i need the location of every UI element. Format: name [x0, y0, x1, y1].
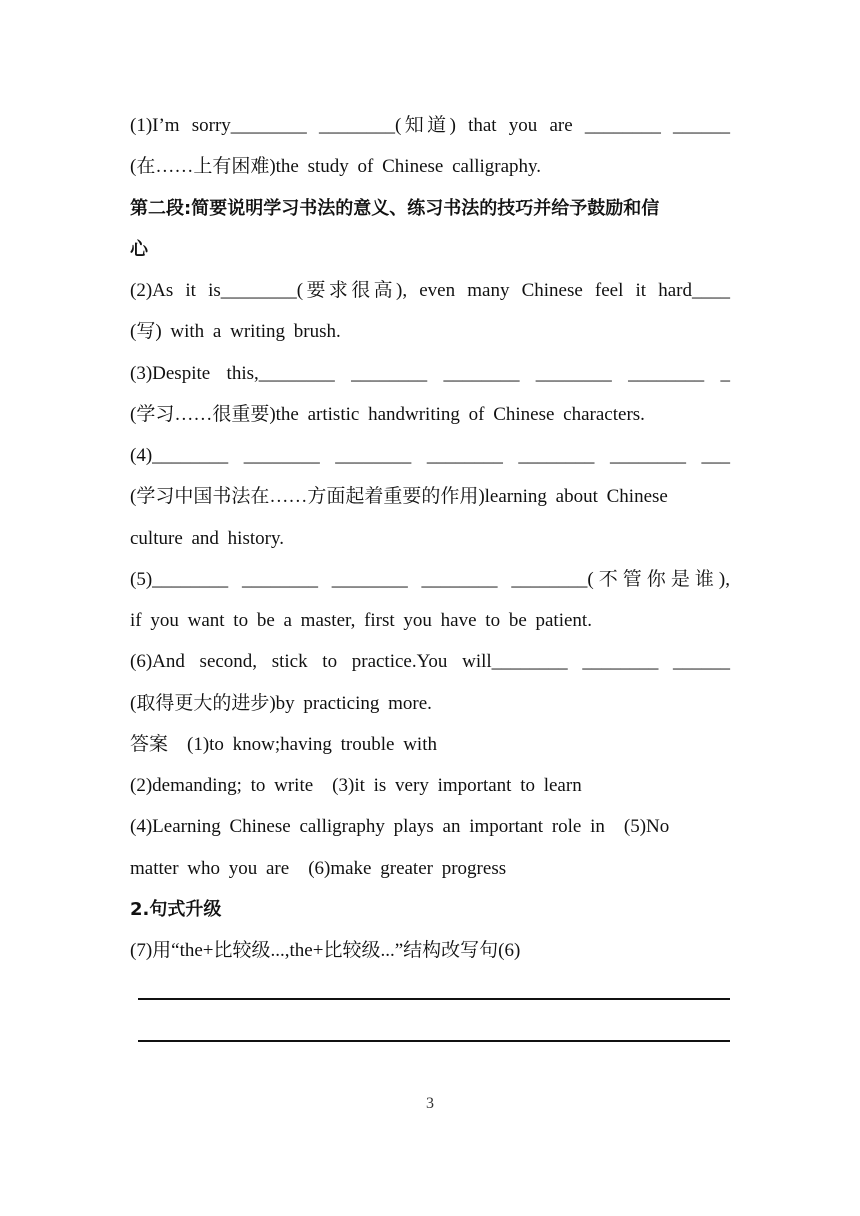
exercise-line-6: (6)And second, stick to practice.You will________ ________ ______: [130, 651, 730, 672]
exercise-line-1: (1)I’m sorry________ ________(知道) that you are ________ ______: [130, 115, 730, 136]
answer-line-3: (4)Learning Chinese calligraphy plays an important role in (5)No: [130, 816, 670, 837]
exercise-line-4-cont: (学习中国书法在……方面起着重要的作用)learning about Chinese: [130, 486, 668, 507]
section-heading-sentence-upgrade: 2.句式升级: [130, 899, 222, 920]
section-heading-part2: 第二段:简要说明学习书法的意义、练习书法的技巧并给予鼓励和信: [130, 198, 660, 219]
exercise-line-1-cont: (在……上有困难)the study of Chinese calligraphy.: [130, 156, 542, 177]
exercise-line-4: (4)________ ________ ________ ________ ________ ________ ___: [130, 445, 730, 466]
answer-line-1: 答案 (1)to know;having trouble with: [130, 734, 437, 755]
answer-line-4: matter who you are (6)make greater progress: [130, 858, 507, 879]
exercise-line-3: (3)Despite this,________ ________ ________ ________ ________ _: [130, 363, 730, 384]
exercise-line-7: (7)用“the+比较级...,the+比较级...”结构改写句(6): [130, 940, 521, 961]
exercise-line-5: (5)________ ________ ________ ________ ________(不管你是谁),: [130, 569, 730, 590]
exercise-line-6-cont: (取得更大的进步)by practicing more.: [130, 693, 432, 714]
exercise-line-4-cont2: culture and history.: [130, 528, 284, 549]
exercise-line-5-cont: if you want to be a master, first you have to be patient.: [130, 610, 592, 631]
answer-line-2: (2)demanding; to write (3)it is very important to learn: [130, 775, 582, 796]
exercise-line-2: (2)As it is________(要求很高), even many Chinese feel it hard____: [130, 280, 730, 301]
answer-blank-line-2[interactable]: [138, 1040, 730, 1042]
exercise-line-2-cont: (写) with a writing brush.: [130, 321, 341, 342]
exercise-line-3-cont: (学习……很重要)the artistic handwriting of Chinese characters.: [130, 404, 645, 425]
answer-blank-line-1[interactable]: [138, 998, 730, 1000]
section-heading-part2-cont: 心: [130, 239, 148, 260]
page-number: 3: [426, 1095, 434, 1112]
